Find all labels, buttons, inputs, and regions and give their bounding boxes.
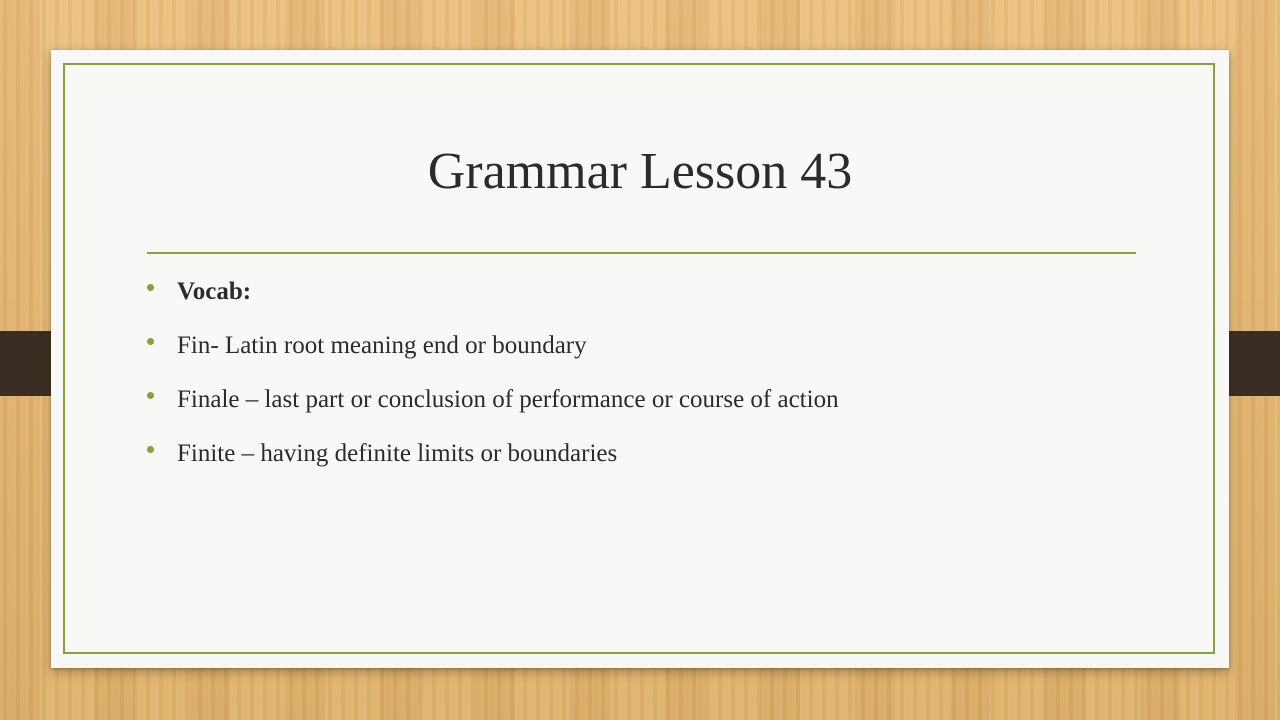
title-divider (147, 252, 1136, 254)
bullet-dot-icon (147, 446, 154, 453)
bullet-item-fin (147, 326, 839, 380)
slide-title: Grammar Lesson 43 (427, 143, 853, 200)
bullet-item-vocab (147, 272, 839, 326)
bullet-text: Finale – last part or conclusion of performance or course of action (177, 386, 839, 413)
bullet-text: Fin- Latin root meaning end or boundary (177, 332, 587, 359)
bullet-list (147, 272, 839, 488)
bullet-dot-icon (147, 338, 154, 345)
bullet-item-finale (147, 380, 839, 434)
bullet-text: Finite – having definite limits or boundaries (177, 440, 618, 467)
bullet-text: Vocab: (177, 278, 252, 305)
bullet-item-finite (147, 434, 839, 488)
bullet-dot-icon (147, 392, 154, 399)
slide-card (51, 50, 1229, 668)
bullet-dot-icon (147, 284, 154, 291)
